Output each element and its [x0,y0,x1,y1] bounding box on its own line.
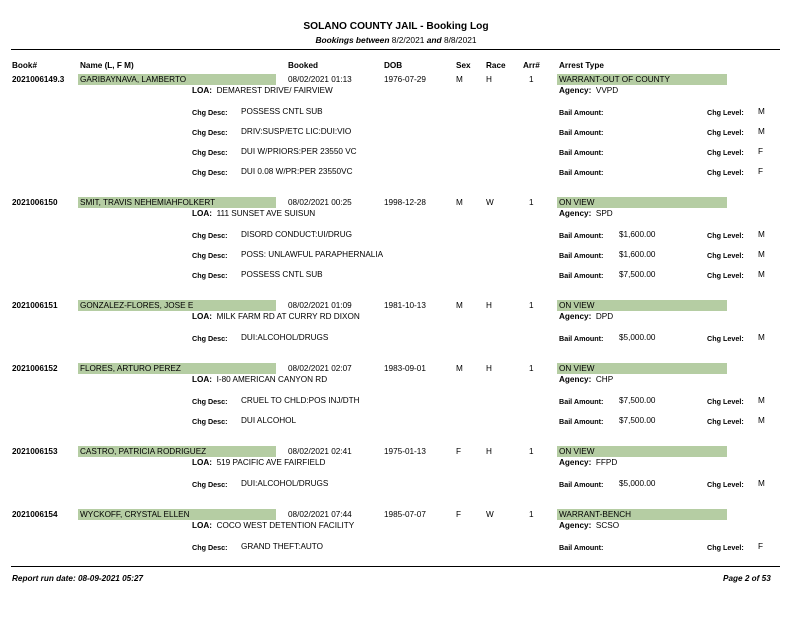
bail-amount: $5,000.00 [619,479,656,488]
charge-level: F [758,542,764,551]
arrest-type: ON VIEW [559,198,595,207]
charge-description: GRAND THEFT:AUTO [241,542,324,551]
charge-level: M [758,396,765,405]
charge-level: M [758,107,765,116]
col-header-booked: Booked [288,61,319,70]
charge-level: F [758,147,764,156]
booked-datetime: 08/02/2021 02:41 [288,447,352,456]
race: W [486,510,494,519]
sex: M [456,198,463,207]
charge-description: DUI W/PRIORS:PER 23550 VC [241,147,357,156]
charge-level-label: Chg Level: [707,480,744,489]
charge-level-label: Chg Level: [707,168,744,177]
location-of-arrest [192,86,333,95]
date-of-birth: 1975-01-13 [384,447,426,456]
bail-amount-label: Bail Amount: [559,108,604,117]
sex: M [456,75,463,84]
book-number: 2021006149.3 [12,75,65,84]
booked-datetime: 08/02/2021 02:07 [288,364,352,373]
bail-amount-label: Bail Amount: [559,148,604,157]
charge-level-label: Chg Level: [707,543,744,552]
loa-value: 111 SUNSET AVE SUISUN [216,209,316,218]
charge-desc-label: Chg Desc: [192,168,228,177]
charge-desc-label: Chg Desc: [192,128,228,137]
charge-level-label: Chg Level: [707,251,744,260]
location-of-arrest [192,521,354,530]
charge-desc-label: Chg Desc: [192,108,228,117]
charge-description: POSSESS CNTL SUB [241,270,323,279]
location-of-arrest [192,375,327,384]
bail-amount-label: Bail Amount: [559,168,604,177]
agency-label: Agency: [559,375,592,384]
report-subtitle [0,35,792,45]
agency-value: SPD [595,209,613,218]
arrest-type: ON VIEW [559,301,595,310]
charge-level-label: Chg Level: [707,128,744,137]
booked-datetime: 08/02/2021 00:25 [288,198,352,207]
charge-level: M [758,127,765,136]
sex: M [456,364,463,373]
charge-desc-label: Chg Desc: [192,417,228,426]
book-number: 2021006151 [12,301,58,310]
location-of-arrest [192,209,315,218]
date-of-birth: 1983-09-01 [384,364,426,373]
agency [559,86,618,95]
charge-level: M [758,250,765,259]
arrest-type: WARRANT-OUT OF COUNTY [559,75,670,84]
header-top-rule [11,49,780,50]
loa-value: DEMAREST DRIVE/ FAIRVIEW [216,86,333,95]
inmate-name: GONZALEZ-FLORES, JOSE E [80,301,194,310]
loa-value: I-80 AMERICAN CANYON RD [216,375,328,384]
loa-label: LOA: [192,312,213,321]
arrest-type: ON VIEW [559,364,595,373]
date-of-birth: 1976-07-29 [384,75,426,84]
inmate-name: WYCKOFF, CRYSTAL ELLEN [80,510,190,519]
charge-description: DISORD CONDUCT:UI/DRUG [241,230,352,239]
charge-level: M [758,333,765,342]
loa-label: LOA: [192,86,213,95]
agency-value: VVPD [595,86,619,95]
agency [559,312,613,321]
arrest-count: 1 [529,364,534,373]
agency [559,458,617,467]
charge-level-label: Chg Level: [707,271,744,280]
charge-desc-label: Chg Desc: [192,397,228,406]
agency-label: Agency: [559,521,592,530]
bail-amount-label: Bail Amount: [559,417,604,426]
inmate-name: CASTRO, PATRICIA RODRIGUEZ [80,447,207,456]
bail-amount: $5,000.00 [619,333,656,342]
charge-level-label: Chg Level: [707,397,744,406]
charge-level: F [758,167,764,176]
agency-label: Agency: [559,458,592,467]
charge-desc-label: Chg Desc: [192,271,228,280]
agency [559,521,619,530]
charge-level-label: Chg Level: [707,417,744,426]
race: H [486,364,492,373]
arrest-type: WARRANT-BENCH [559,510,632,519]
charge-desc-label: Chg Desc: [192,543,228,552]
arrest-count: 1 [529,510,534,519]
charge-description: DUI:ALCOHOL/DRUGS [241,479,329,488]
bail-amount: $1,600.00 [619,250,656,259]
charge-level-label: Chg Level: [707,148,744,157]
agency-value: SCSO [595,521,620,530]
col-header-dob: DOB [384,61,403,70]
charge-level: M [758,479,765,488]
race: H [486,301,492,310]
subtitle-and: and [426,35,442,45]
col-header-arr: Arr# [523,61,540,70]
col-header-name: Name (L, F M) [80,61,134,70]
loa-value: 519 PACIFIC AVE FAIRFIELD [216,458,326,467]
bail-amount: $7,500.00 [619,270,656,279]
charge-description: POSSESS CNTL SUB [241,107,323,116]
book-number: 2021006153 [12,447,58,456]
loa-label: LOA: [192,209,213,218]
charge-desc-label: Chg Desc: [192,480,228,489]
book-number: 2021006150 [12,198,58,207]
charge-desc-label: Chg Desc: [192,148,228,157]
footer-rule [11,566,780,567]
location-of-arrest [192,458,325,467]
agency-value: CHP [595,375,614,384]
charge-level-label: Chg Level: [707,231,744,240]
loa-label: LOA: [192,375,213,384]
bail-amount-label: Bail Amount: [559,397,604,406]
charge-level-label: Chg Level: [707,108,744,117]
arrest-count: 1 [529,447,534,456]
book-number: 2021006154 [12,510,58,519]
date-to: 8/8/2021 [443,35,477,45]
loa-value: COCO WEST DETENTION FACILITY [216,521,355,530]
bail-amount-label: Bail Amount: [559,128,604,137]
booked-datetime: 08/02/2021 07:44 [288,510,352,519]
sex: M [456,301,463,310]
charge-desc-label: Chg Desc: [192,334,228,343]
bail-amount-label: Bail Amount: [559,271,604,280]
date-from: 8/2/2021 [391,35,425,45]
race: W [486,198,494,207]
agency-value: FFPD [595,458,618,467]
charge-level-label: Chg Level: [707,334,744,343]
report-run-date: Report run date: 08-09-2021 05:27 [12,574,144,583]
arrest-count: 1 [529,198,534,207]
charge-description: DRIV:SUSP/ETC LIC:DUI:VIO [241,127,352,136]
agency-label: Agency: [559,86,592,95]
booking-record [0,75,792,195]
charge-level: M [758,270,765,279]
col-header-arrest-type: Arrest Type [559,61,604,70]
col-header-race: Race [486,61,506,70]
inmate-name: SMIT, TRAVIS NEHEMIAHFOLKERT [80,198,216,207]
sex: F [456,510,462,519]
agency-value: DPD [595,312,614,321]
col-header-sex: Sex [456,61,471,70]
bail-amount-label: Bail Amount: [559,251,604,260]
loa-label: LOA: [192,521,213,530]
date-of-birth: 1985-07-07 [384,510,426,519]
col-header-book: Book# [12,61,38,70]
bail-amount: $7,500.00 [619,396,656,405]
arrest-count: 1 [529,301,534,310]
inmate-name: FLORES, ARTURO PEREZ [80,364,181,373]
agency-label: Agency: [559,312,592,321]
booked-datetime: 08/02/2021 01:09 [288,301,352,310]
race: H [486,75,492,84]
booking-record [0,510,792,630]
subtitle-prefix: Bookings between [315,35,390,45]
loa-label: LOA: [192,458,213,467]
charge-desc-label: Chg Desc: [192,231,228,240]
agency [559,209,613,218]
page-number: Page 2 of 53 [723,574,771,583]
race: H [486,447,492,456]
bail-amount: $1,600.00 [619,230,656,239]
agency [559,375,613,384]
report-title: SOLANO COUNTY JAIL - Booking Log [303,21,489,32]
agency-label: Agency: [559,209,592,218]
bail-amount-label: Bail Amount: [559,480,604,489]
location-of-arrest [192,312,360,321]
charge-description: POSS: UNLAWFUL PARAPHERNALIA [241,250,384,259]
bail-amount: $7,500.00 [619,416,656,425]
bail-amount-label: Bail Amount: [559,334,604,343]
charge-description: CRUEL TO CHLD:POS INJ/DTH [241,396,360,405]
date-of-birth: 1998-12-28 [384,198,426,207]
charge-description: DUI 0.08 W/PR:PER 23550VC [241,167,353,176]
date-of-birth: 1981-10-13 [384,301,426,310]
bail-amount-label: Bail Amount: [559,543,604,552]
sex: F [456,447,462,456]
arrest-type: ON VIEW [559,447,595,456]
bail-amount-label: Bail Amount: [559,231,604,240]
charge-desc-label: Chg Desc: [192,251,228,260]
inmate-name: GARIBAYNAVA, LAMBERTO [80,75,187,84]
arrest-count: 1 [529,75,534,84]
charge-level: M [758,230,765,239]
charge-level: M [758,416,765,425]
book-number: 2021006152 [12,364,58,373]
loa-value: MILK FARM RD AT CURRY RD DIXON [216,312,360,321]
charge-description: DUI ALCOHOL [241,416,297,425]
booked-datetime: 08/02/2021 01:13 [288,75,352,84]
charge-description: DUI:ALCOHOL/DRUGS [241,333,329,342]
